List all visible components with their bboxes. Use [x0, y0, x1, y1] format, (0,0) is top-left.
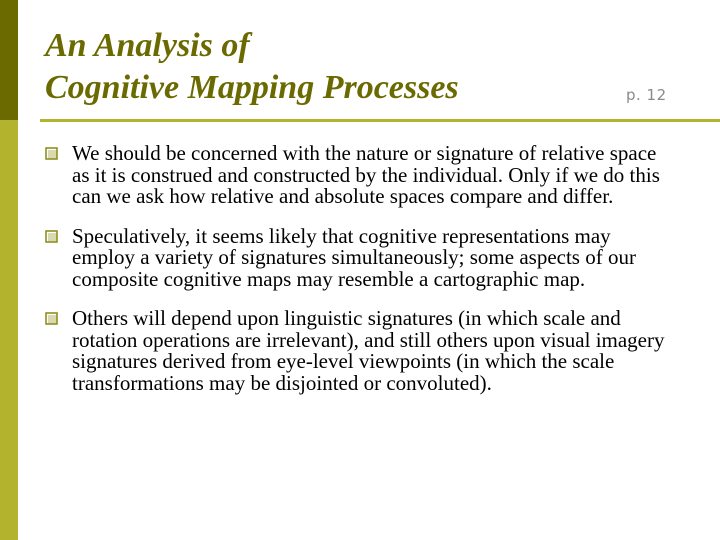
bullet-text-2: Speculatively, it seems likely that cognitive representations may employ a variety of signatures simultaneously; some aspects of our composite cognitive maps may resemble a cartographic map.	[72, 223, 636, 291]
left-accent-bar-bottom	[0, 120, 18, 540]
bullet-item-3	[45, 308, 665, 394]
bullet-text-1: We should be concerned with the nature or signature of relative space as it is construed and constructed by the individual. Only if we do this can we ask how relative and absolute spaces compare and differ.	[72, 141, 660, 208]
page-number: p. 12	[626, 86, 667, 104]
bullet-text-3: Others will depend upon linguistic signatures (in which scale and rotation operations are irrelevant), and still others upon visual imagery signatures derived from eye-level viewpoints (in which the scale transformations may be disjointed or convoluted).	[72, 306, 665, 395]
square-bullet-icon	[45, 147, 58, 160]
square-bullet-icon	[45, 230, 58, 243]
left-accent-bar-top	[0, 0, 18, 120]
square-bullet-icon	[45, 312, 58, 325]
title-divider	[40, 119, 720, 122]
slide-title	[45, 25, 605, 109]
bullet-list	[45, 143, 665, 412]
bullet-item-2	[45, 223, 665, 291]
bullet-item-1	[45, 143, 665, 208]
title-line-2: Cognitive Mapping Processes	[45, 69, 459, 106]
title-line-1: An Analysis of	[45, 27, 250, 64]
